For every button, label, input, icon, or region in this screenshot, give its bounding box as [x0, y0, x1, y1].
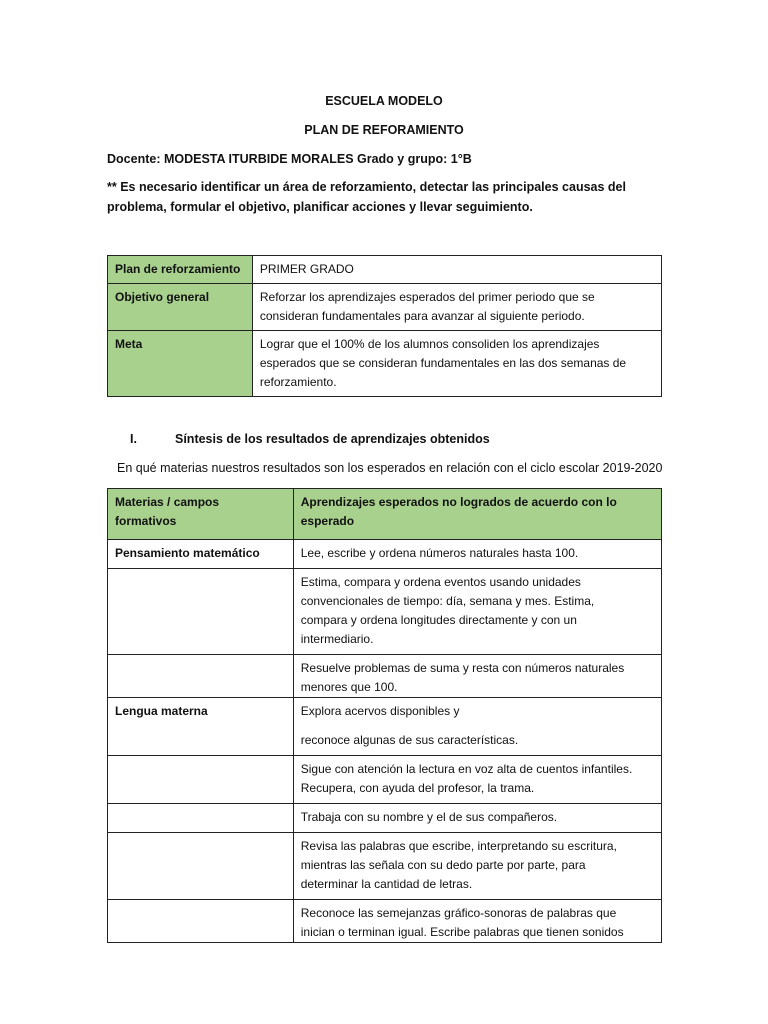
objective-line: Reforzar los aprendizajes esperados del primer periodo que se [259, 290, 595, 304]
learning-cell [293, 900, 661, 943]
header-subject [108, 489, 294, 540]
learning-line: Reconoce las semejanzas gráfico-sonoras de palabras que [300, 906, 617, 920]
table-row [108, 284, 662, 331]
objective-line: consideran fundamentales para avanzar al siguiente periodo. [259, 309, 585, 323]
table-row [108, 331, 662, 397]
learning-line: convencionales de tiempo: día, semana y mes. Estima, [300, 594, 595, 608]
goal-line: Lograr que el 100% de los alumnos consoliden los aprendizajes [259, 337, 600, 351]
plan-title: PLAN DE REFORAMIENTO [304, 123, 464, 137]
section-number: I. [130, 432, 137, 446]
subject-cell [108, 569, 294, 655]
teacher-line: Docente: MODESTA ITURBIDE MORALES Grado y grupo: 1°B [107, 152, 472, 166]
plan-value: PRIMER GRADO [252, 256, 661, 284]
learning-line: reconoce algunas de sus características. [300, 733, 519, 747]
header-subject-line: Materias / campos [115, 495, 220, 509]
learning-line: determinar la cantidad de letras. [300, 877, 473, 891]
learning-cell [293, 540, 661, 569]
learning-line: Recupera, con ayuda del profesor, la trama. [300, 781, 535, 795]
header-learning-line: esperado [300, 514, 355, 528]
table-row [108, 804, 662, 833]
learning-cell [293, 804, 661, 833]
learning-cell [293, 698, 661, 756]
learning-line: menores que 100. [300, 680, 398, 694]
learning-line: intermediario. [300, 632, 374, 646]
learning-line: inician o terminan igual. Escribe palabras que tienen sonidos [300, 925, 624, 939]
subject-cell [108, 804, 294, 833]
goal-value [252, 331, 661, 397]
plan-table [107, 255, 662, 397]
section-title: Síntesis de los resultados de aprendizajes obtenidos [175, 432, 490, 446]
subject-cell [108, 900, 294, 943]
header-learning-line: Aprendizajes esperados no logrados de acuerdo con lo [300, 495, 617, 509]
note-line-1: ** Es necesario identificar un área de reforzamiento, detectar las principales causas del [107, 180, 626, 194]
subject-cell: Pensamiento matemático [108, 540, 294, 569]
learning-line: compara y ordena longitudes directamente y con un [300, 613, 577, 627]
subject-cell [108, 833, 294, 900]
learning-line: mientras las señala con su dedo parte por parte, para [300, 858, 586, 872]
table-row [108, 655, 662, 698]
objective-label: Objetivo general [108, 284, 253, 331]
learning-line: Lee, escribe y ordena números naturales hasta 100. [300, 546, 579, 560]
results-table [107, 488, 662, 943]
section-question: En qué materias nuestros resultados son los esperados en relación con el ciclo escolar 2019-2020 [117, 461, 663, 475]
table-row [108, 540, 662, 569]
table-row [108, 900, 662, 943]
header-learning [293, 489, 661, 540]
table-row [108, 756, 662, 804]
learning-line: Explora acervos disponibles y [300, 704, 460, 718]
subject-cell [108, 655, 294, 698]
learning-line: Resuelve problemas de suma y resta con números naturales [300, 661, 625, 675]
subject-cell: Lengua materna [108, 698, 294, 756]
header-subject-line: formativos [115, 514, 177, 528]
school-name: ESCUELA MODELO [325, 94, 443, 108]
goal-line: esperados que se consideran fundamentales en las dos semanas de [259, 356, 627, 370]
table-row [108, 833, 662, 900]
table-row [108, 256, 662, 284]
goal-line: reforzamiento. [259, 375, 337, 389]
learning-cell [293, 569, 661, 655]
learning-line: Revisa las palabras que escribe, interpretando su escritura, [300, 839, 617, 853]
learning-line: Estima, compara y ordena eventos usando unidades [300, 575, 581, 589]
learning-cell [293, 655, 661, 698]
objective-value [252, 284, 661, 331]
plan-label: Plan de reforzamiento [108, 256, 253, 284]
learning-cell [293, 833, 661, 900]
table-row [108, 698, 662, 756]
learning-line: Sigue con atención la lectura en voz alta de cuentos infantiles. [300, 762, 633, 776]
table-row [108, 569, 662, 655]
subject-cell [108, 756, 294, 804]
learning-line: Trabaja con su nombre y el de sus compañeros. [300, 810, 558, 824]
learning-cell [293, 756, 661, 804]
goal-label: Meta [108, 331, 253, 397]
table-header-row [108, 489, 662, 540]
note-line-2: problema, formular el objetivo, planificar acciones y llevar seguimiento. [107, 200, 533, 214]
